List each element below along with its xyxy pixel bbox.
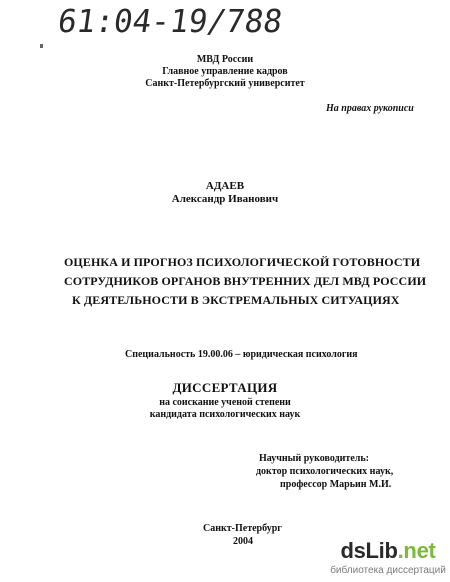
advisor-degree: доктор психологических наук, bbox=[256, 466, 394, 477]
department-name: Главное управление кадров bbox=[162, 66, 288, 77]
author-surname: АДАЕВ bbox=[205, 180, 245, 192]
dslib-logo bbox=[328, 538, 448, 564]
ministry-name: МВД России bbox=[196, 54, 254, 65]
advisor-name: профессор Марьин М.И. bbox=[280, 479, 392, 490]
handwritten-archive-code: 61:04-19/788 bbox=[55, 3, 285, 41]
title-line-2: СОТРУДНИКОВ ОРГАНОВ ВНУТРЕННИХ ДЕЛ МВД РОССИИ bbox=[64, 274, 427, 288]
dissertation-purpose: на соискание ученой степени bbox=[159, 397, 291, 408]
dslib-logo-main: dsLib bbox=[340, 538, 398, 563]
title-line-1: ОЦЕНКА И ПРОГНОЗ ПСИХОЛОГИЧЕСКОЙ ГОТОВНОСТИ bbox=[64, 255, 421, 269]
dissertation-type: ДИССЕРТАЦИЯ bbox=[172, 380, 278, 395]
dslib-subtitle: библиотека диссертаций bbox=[330, 565, 446, 576]
year: 2004 bbox=[233, 536, 253, 547]
city: Санкт-Петербург bbox=[203, 523, 282, 534]
dissertation-degree: кандидата психологических наук bbox=[149, 409, 301, 420]
dslib-logo-tld: .net bbox=[397, 538, 436, 563]
dslib-watermark[interactable] bbox=[328, 536, 448, 580]
university-name: Санкт-Петербургский университет bbox=[145, 78, 305, 89]
author-full-name: Александр Иванович bbox=[171, 193, 279, 205]
specialty-line: Специальность 19.00.06 – юридическая психология bbox=[125, 349, 358, 360]
advisor-label: Научный руководитель: bbox=[259, 453, 369, 464]
title-line-3: К ДЕЯТЕЛЬНОСТИ В ЭКСТРЕМАЛЬНЫХ СИТУАЦИЯХ bbox=[72, 293, 400, 307]
stray-ink-mark bbox=[40, 44, 43, 48]
manuscript-note: На правах рукописи bbox=[326, 103, 414, 114]
